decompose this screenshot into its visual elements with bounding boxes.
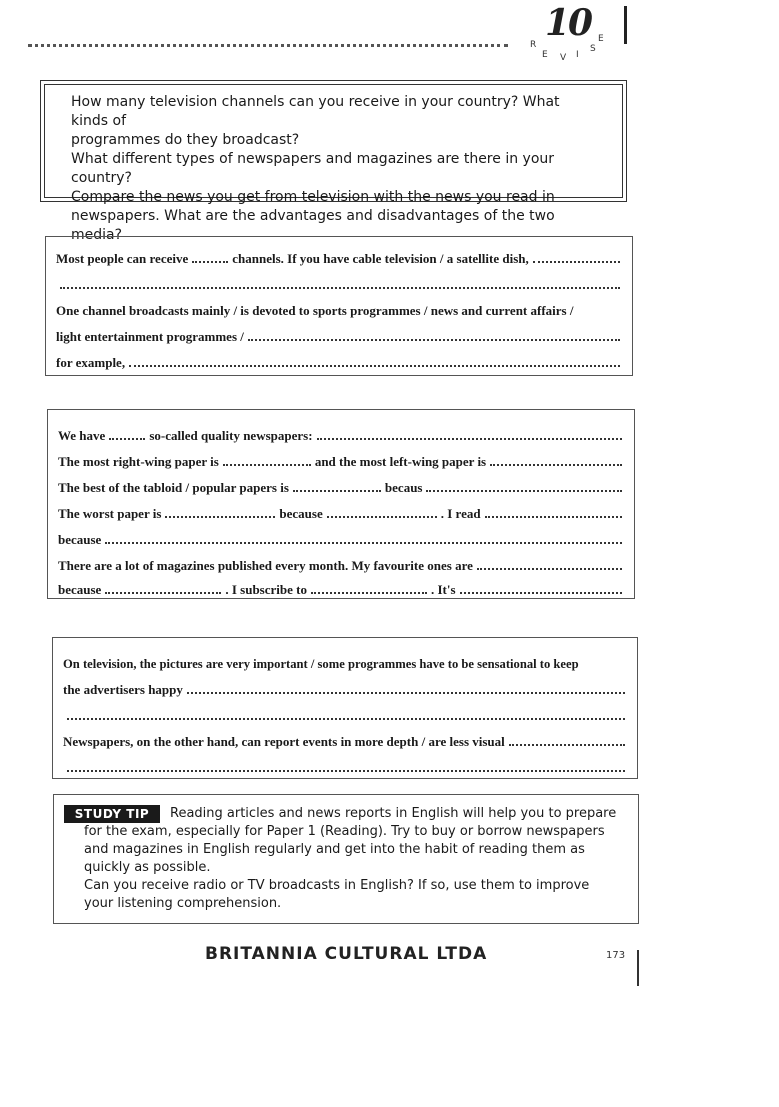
revise-letter: I <box>576 50 579 60</box>
blank-field[interactable] <box>67 770 625 772</box>
intro-line: Compare the news you get from television with the news you read in <box>71 189 555 205</box>
intro-line: What different types of newspapers and magazines are there in your country? <box>71 151 555 186</box>
newspapers-box <box>47 409 635 599</box>
compare-line-5 <box>63 758 629 776</box>
tv-channels-box <box>45 236 633 376</box>
blank-field[interactable] <box>165 516 275 518</box>
papers-line-3: The best of the tabloid / popular papers is becaus <box>58 478 626 496</box>
blank-field[interactable] <box>477 568 622 570</box>
intro-questions-box <box>40 80 627 243</box>
publisher-stamp: BRITANNIA CULTURAL LTDA <box>205 944 488 964</box>
blank-field[interactable] <box>293 490 381 492</box>
blank-field[interactable] <box>311 592 427 594</box>
tv-line-5: for example, <box>56 353 624 371</box>
study-tip-paragraph: Reading articles and news reports in English will help you to prepare for the exam, especially for Paper 1 (Reading). Try to buy or borrow newspapers and magazines in English regularly and get into the habit of reading them as quickly as possible. <box>84 806 617 875</box>
papers-line-1: We have so-called quality newspapers: <box>58 426 626 444</box>
blank-field[interactable] <box>109 438 145 440</box>
papers-line-6: There are a lot of magazines published every month. My favourite ones are <box>58 556 626 574</box>
revise-letter: V <box>560 53 567 63</box>
compare-line-2: the advertisers happy <box>63 680 629 698</box>
revise-letter: S <box>590 44 596 54</box>
blank-field[interactable] <box>223 464 311 466</box>
page-number: 173 <box>606 950 626 961</box>
tv-line-2 <box>56 275 624 293</box>
compare-line-1: On television, the pictures are very important / some programmes have to be sensational to keep <box>63 657 579 671</box>
tv-line-3: One channel broadcasts mainly / is devoted to sports programmes / news and current affairs / <box>56 303 574 318</box>
study-tip-box <box>53 794 639 924</box>
unit-number-mark: 10 <box>545 2 592 44</box>
blank-field[interactable] <box>485 516 622 518</box>
media-compare-box <box>52 637 638 779</box>
blank-field[interactable] <box>60 287 620 289</box>
intro-line: newspapers. What are the advantages and disadvantages of the two media? <box>71 208 555 243</box>
papers-line-7: because . I subscribe to . It's <box>58 580 626 598</box>
blank-field[interactable] <box>460 592 622 594</box>
study-tip-badge: STUDY TIP <box>64 805 160 823</box>
compare-line-3 <box>63 706 629 724</box>
revise-arc <box>528 34 618 68</box>
dotted-rule <box>28 44 508 47</box>
corner-bar <box>624 6 627 44</box>
blank-field[interactable] <box>187 692 625 694</box>
compare-line-4: Newspapers, on the other hand, can report events in more depth / are less visual <box>63 732 629 750</box>
blank-field[interactable] <box>67 718 625 720</box>
blank-field[interactable] <box>248 339 620 341</box>
blank-field[interactable] <box>317 438 622 440</box>
intro-line: programmes do they broadcast? <box>71 132 300 148</box>
blank-field[interactable] <box>129 365 620 367</box>
revise-letter: E <box>598 34 604 44</box>
blank-field[interactable] <box>105 542 622 544</box>
papers-line-5: because <box>58 530 626 548</box>
papers-line-4: The worst paper is because . I read <box>58 504 626 522</box>
blank-field[interactable] <box>533 261 620 263</box>
tv-line-4: light entertainment programmes / <box>56 327 624 345</box>
revise-letter: R <box>530 40 537 50</box>
page-edge-bar <box>637 950 639 986</box>
blank-field[interactable] <box>490 464 622 466</box>
blank-field[interactable] <box>105 592 221 594</box>
tv-line-1: Most people can receive channels. If you have cable television / a satellite dish, <box>56 249 624 267</box>
intro-line: How many television channels can you receive in your country? What kinds of <box>71 94 560 129</box>
revise-letter: E <box>542 50 548 60</box>
papers-line-2: The most right-wing paper is and the most left-wing paper is <box>58 452 626 470</box>
blank-field[interactable] <box>327 516 437 518</box>
blank-field[interactable] <box>426 490 622 492</box>
blank-field[interactable] <box>509 744 625 746</box>
study-tip-paragraph: Can you receive radio or TV broadcasts in English? If so, use them to improve your listening comprehension. <box>84 878 590 911</box>
blank-field[interactable] <box>192 261 228 263</box>
